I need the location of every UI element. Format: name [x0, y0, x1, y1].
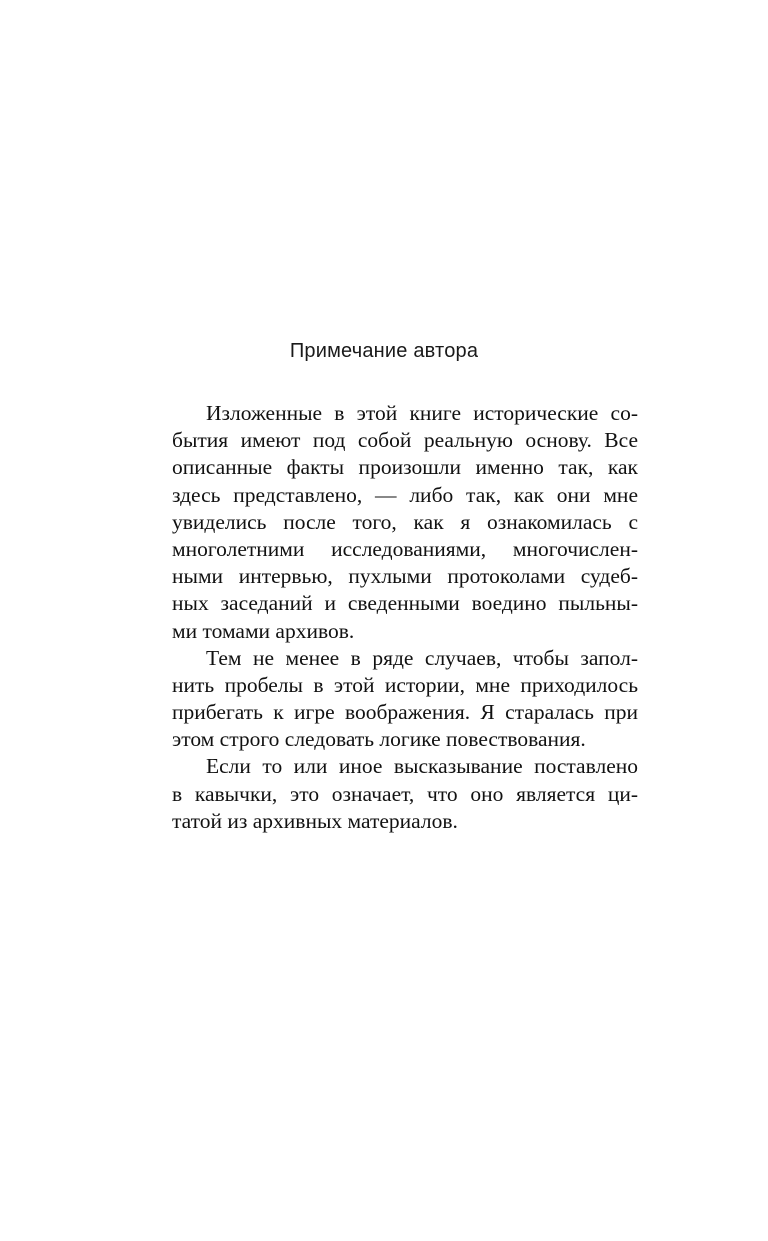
text-line: бытия имеют под собой реальную основу. Все	[172, 428, 638, 453]
paragraph-3	[172, 753, 638, 835]
text-line: татой из архивных материалов.	[172, 808, 458, 833]
text-line: ных заседаний и сведенными воедино пыльны-	[172, 591, 638, 616]
text-line: прибегать к игре воображения. Я старалась при	[172, 700, 638, 725]
text-line: Изложенные в этой книге исторические со-	[206, 401, 638, 425]
text-line: ми томами архивов.	[172, 618, 355, 643]
text-line: в кавычки, это означает, что оно является ци-	[172, 781, 638, 806]
page-title: Примечание автора	[289, 340, 479, 362]
text-line: здесь представлено, — либо так, как они мне	[172, 482, 638, 507]
text-line: этом строго следовать логике повествования.	[172, 727, 586, 752]
text-line: описанные факты произошли именно так, как	[172, 455, 638, 480]
paragraph-1	[172, 400, 638, 645]
text-line: многолетними исследованиями, многочислен-	[172, 536, 638, 561]
text-line: Тем не менее в ряде случаев, чтобы запол-	[206, 645, 638, 670]
authors-note-text	[172, 400, 638, 835]
paragraph-2	[172, 645, 638, 754]
text-line: ными интервью, пухлыми протоколами судеб-	[172, 564, 638, 589]
text-line: нить пробелы в этой истории, мне приходилось	[172, 672, 638, 697]
text-line: Если то или иное высказывание поставлено	[206, 754, 638, 779]
text-line: увиделись после того, как я ознакомилась с	[172, 509, 638, 534]
